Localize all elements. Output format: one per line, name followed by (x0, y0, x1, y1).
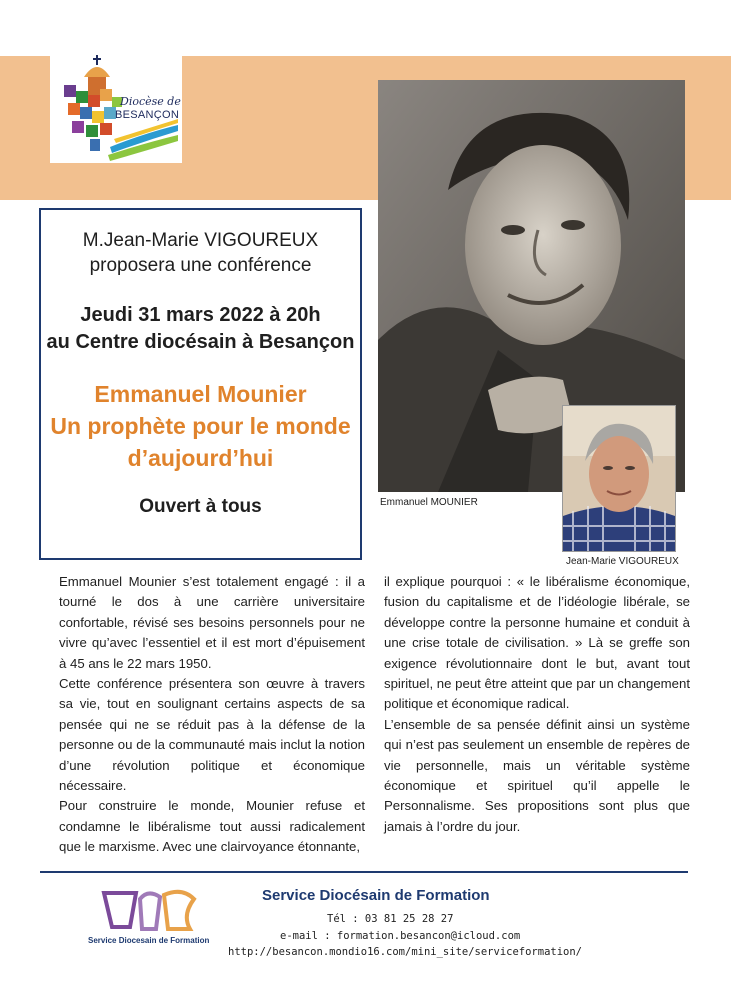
conference-title-line3: d’aujourd’hui (127, 445, 274, 471)
footer-email[interactable]: e-mail : formation.besancon@icloud.com (280, 930, 521, 942)
body-paragraph: Emmanuel Mounier s’est totalement engagé : il a tourné le dos à une carrière universitaire confortable, révisé ses besoins personnels pour ne vivre qu’avec l’essentiel et il est mort d’épuisement à 45 ans le 22 mars 1950. (59, 574, 365, 671)
footer-divider (40, 871, 688, 873)
event-place: au Centre diocésain à Besançon (46, 331, 355, 353)
conference-title-line2: Un prophète pour le monde (50, 413, 351, 439)
announcement-box (39, 208, 362, 560)
body-paragraph: Cette conférence présentera son œuvre à travers sa vie, tout en soulignant certains aspects de sa pensée qui ne se réduit pas à la défense de la personne ou de la communauté mais inclut la notion d’une révolution politique et économique nécessaire. (59, 676, 365, 794)
footer-title: Service Diocésain de Formation (262, 887, 490, 904)
conference-title-line1: Emmanuel Mounier (94, 381, 307, 407)
footer-phone: Tél : 03 81 25 28 27 (327, 913, 454, 925)
photo-jean-marie-vigoureux (562, 405, 676, 552)
body-paragraph: il explique pourquoi : « le libéralisme économique, fusion du capitalisme et de l’idéologie libérale, se développe contre la personne humaine et conduit à une crise totale de civilisation. » Là se greffe son exigence révolutionnaire dont le but, avant tout spirituel, ne peut être atteint que par un changement politique et économique radical. (384, 574, 690, 712)
announcement-intro: proposera une conférence (89, 255, 312, 276)
logo-text-diocese: Diocèse de (120, 95, 181, 108)
footer-url[interactable]: http://besancon.mondio16.com/mini_site/serviceformation/ (228, 946, 583, 958)
logo-text-besancon: BESANÇON (115, 109, 180, 121)
body-column-right (384, 572, 690, 837)
open-to-all: Ouvert à tous (139, 496, 262, 517)
body-column-left (59, 572, 365, 858)
speaker-name: M.Jean-Marie VIGOUREUX (82, 230, 319, 251)
body-paragraph: L’ensemble de sa pensée définit ainsi un système qui n’est pas seulement un ensemble de repères de vie personnelle, mais un véritable système économique et spirituel qu’il appelle le Personnalisme. Ses propositions sont plus que jamais à l’ordre du jour. (384, 716, 690, 834)
body-paragraph: Pour construire le monde, Mounier refuse et condamne le libéralisme tout aussi radicalement que le marxisme. Avec une clairvoyance étonnante, (59, 798, 365, 855)
service-formation-logo-text: Service Diocesain de Formation (88, 936, 210, 945)
event-date: Jeudi 31 mars 2022 à 20h (80, 304, 321, 326)
photo-caption-vigoureux: Jean-Marie VIGOUREUX (566, 556, 679, 567)
photo-caption-mounier: Emmanuel MOUNIER (380, 497, 478, 508)
